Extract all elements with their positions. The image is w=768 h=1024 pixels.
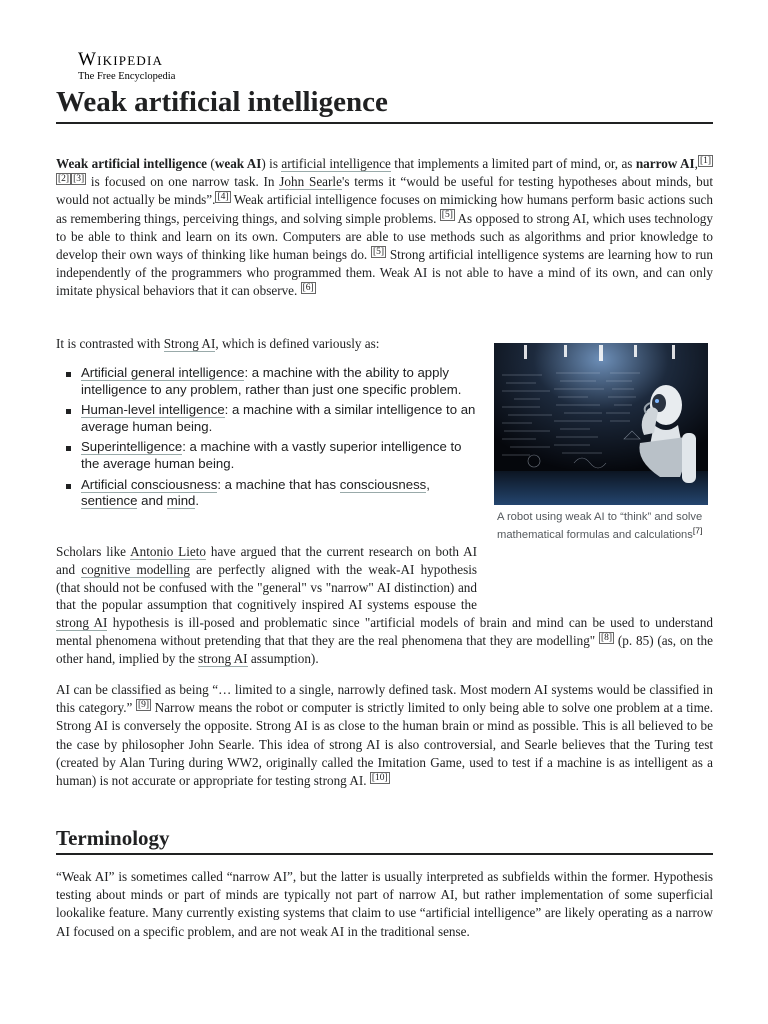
bold-term: weak AI [214, 156, 262, 171]
wikipedia-logo[interactable] [78, 50, 175, 83]
link-sentience[interactable]: sentience [81, 493, 138, 509]
text: have argued that the current research on both AI and [56, 544, 477, 577]
text: It is contrasted with [56, 336, 164, 351]
text: , which is defined variously as: [215, 336, 380, 351]
logo-wordmark: Wikipedia [78, 49, 164, 70]
text: , [694, 156, 698, 171]
citation-ref[interactable]: [5] [372, 246, 385, 257]
text: : a machine with a vastly superior intelligence to the average human being. [81, 439, 462, 471]
robot-thinking-image[interactable] [494, 343, 708, 505]
text: ( [207, 156, 215, 171]
citation-ref[interactable]: [4] [217, 192, 229, 203]
list-item [56, 439, 476, 472]
text: Scholars like [56, 544, 131, 559]
citation-ref[interactable]: [7] [692, 524, 703, 535]
intro-paragraph [56, 155, 713, 301]
text: AI can be classified as being “… limited to a single, narrowly defined task. Most modern AI systems would be classified in this category.” [56, 682, 713, 716]
text: As opposed to strong AI, which uses technology to be able to think and learn on its own. Computers are able to use methods such as algorithms and prior knowledge to develop their own ways of thinking like human beings do. [56, 210, 713, 263]
bullet-icon [66, 372, 71, 377]
text: : a machine with the ability to apply intelligence to any problem, rather than just one specific problem. [81, 365, 462, 397]
link-human-level[interactable]: Human-level intelligence [81, 402, 225, 418]
link-strong-ai[interactable]: strong AI [56, 615, 108, 631]
list-item [56, 477, 476, 510]
text: and [137, 493, 167, 509]
bullet-icon [66, 484, 71, 489]
scholars-paragraph [56, 543, 713, 668]
link-cognitive-modelling[interactable]: cognitive modelling [81, 561, 190, 577]
citation-ref[interactable]: [1] [699, 155, 712, 166]
link-john-searle[interactable]: John Searle [279, 174, 342, 190]
text: (p. 85) (as, on the other hand, implied by the [56, 632, 713, 666]
logo-tagline: The Free Encyclopedia [78, 71, 176, 82]
bold-term: Weak artificial intelligence [56, 156, 208, 171]
citation-ref[interactable]: [5] [441, 210, 453, 221]
text: Strong artificial intelligence systems are learning how to run independently of the programmers who programmed them. Weak AI is not able to have a mind of its own, and can only imitate physical behaviors that it can observe. [56, 247, 713, 299]
link-agi[interactable]: Artificial general intelligence [81, 365, 245, 380]
text: : a machine that has [217, 476, 340, 492]
link-mind[interactable]: mind [166, 493, 196, 509]
link-antonio-lieto[interactable]: Antonio Lieto [130, 544, 207, 559]
caption-text: A robot using weak AI to “think” and solve mathematical formulas and calculations [497, 511, 703, 541]
text: Narrow means the robot or computer is strictly limited to only being able to solve one problem at a time. Strong AI is conversely the opposite. Strong AI is as close to the human brain or mind as possible. This is all believed to be the case by philosopher John Searle. This idea of strong AI is also controversial, and Searle believes that the Turing test (created by Alan Turing during WW2, originally called the Imitation Game, used to test if a machine is as intelligent as a human) is not accurate or appropriate for testing strong AI. [56, 700, 714, 789]
bullet-icon [66, 409, 71, 414]
text: . [195, 493, 200, 509]
bold-term: narrow AI [635, 156, 695, 171]
text: ) is [261, 156, 282, 171]
link-artificial-consciousness[interactable]: Artificial consciousness [81, 476, 218, 492]
definition-list [56, 365, 476, 514]
citation-ref[interactable]: [2] [58, 173, 70, 184]
figure-caption [494, 509, 708, 544]
text: , [426, 476, 430, 492]
text: are perfectly aligned with the weak-AI hypothesis (that should not be confused with the "general" vs "narrow" AI distinction) and that the popular assumption that cognitively inspired AI systems espouse the [56, 561, 478, 613]
link-strong-ai[interactable]: strong AI [198, 650, 248, 666]
link-artificial-intelligence[interactable]: artificial intelligence [281, 156, 391, 171]
section-heading-terminology: Terminology [56, 824, 713, 855]
page-title: Weak artificial intelligence [56, 84, 713, 124]
text: that implements a limited part of mind, or, as [390, 156, 636, 171]
contrast-paragraph [56, 335, 469, 353]
link-strong-ai[interactable]: Strong AI [163, 336, 216, 351]
list-item [56, 402, 476, 435]
text: hypothesis is ill-posed and problematic since "artificial models of brain and mind can be used to understand mental phenomena without pretending that that they are the real phenomena that they are modelling" [56, 615, 714, 648]
link-consciousness[interactable]: consciousness [339, 476, 427, 492]
list-item [56, 365, 476, 398]
bullet-icon [66, 446, 71, 451]
citation-ref[interactable]: [6] [302, 283, 314, 294]
citation-ref[interactable]: [9] [137, 699, 150, 710]
citation-ref[interactable]: [3] [73, 173, 85, 184]
text: is focused on one narrow task. In [86, 174, 280, 190]
text: : a machine with a similar intelligence to an average human being. [81, 402, 476, 434]
figure-spacer [477, 543, 713, 597]
text: assumption). [247, 650, 319, 666]
text: 's terms it “would be useful for testing hypotheses about minds, but would not actually be minds”. [56, 174, 713, 208]
link-superintelligence[interactable]: Superintelligence [81, 439, 183, 455]
robot-figure [494, 343, 708, 544]
citation-ref[interactable]: [10] [371, 772, 388, 783]
citation-ref[interactable]: [8] [601, 632, 613, 643]
text: Weak artificial intelligence focuses on mimicking how humans perform basic actions such as remembering things, perceiving things, and solving simple problems. [56, 192, 713, 226]
terminology-paragraph: “Weak AI” is sometimes called “narrow AI”, but the latter is usually interpreted as subfields within the former. Hypothesis testing about minds or part of minds are typically not part of narrow AI, but rather implementation of some superficial lookalike feature. Many currently existing systems that claim to use “artificial intelligence” are likely operating as a narrow AI focused on a specific problem, and are not weak AI in the traditional sense. [56, 869, 713, 939]
classified-paragraph [56, 681, 713, 790]
